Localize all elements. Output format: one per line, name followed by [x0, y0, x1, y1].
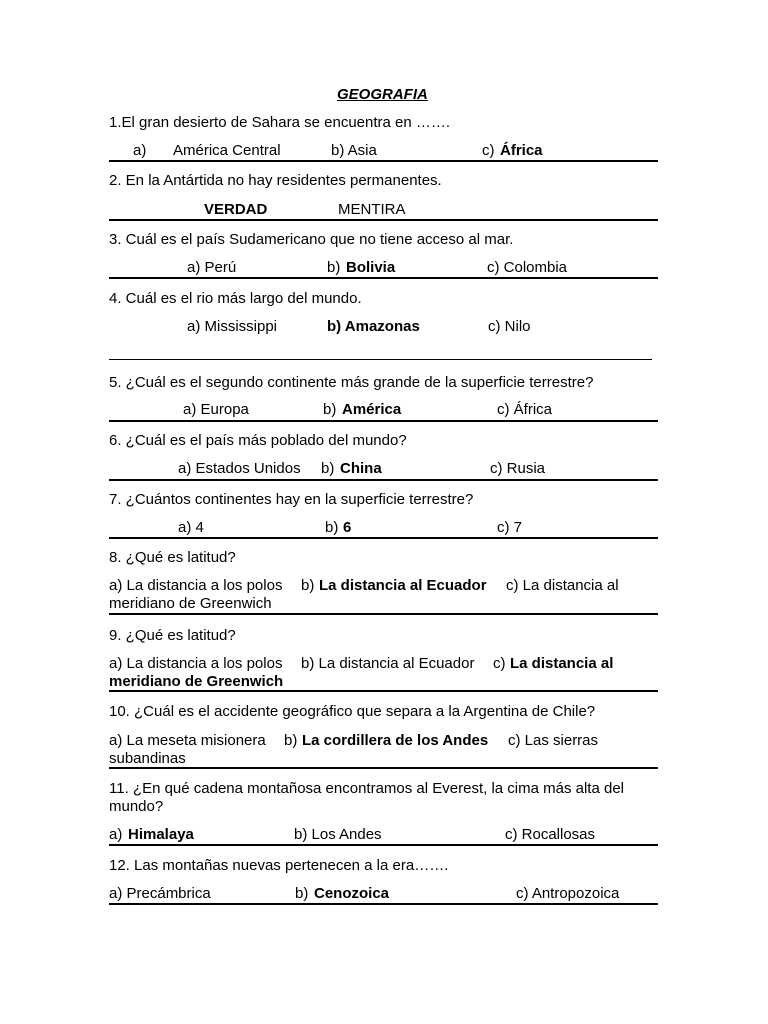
- question-2-text: 2. En la Antártida no hay residentes permanentes.: [109, 172, 442, 189]
- q3-option-b-prefix: b): [327, 259, 341, 276]
- q5-option-b-answer: América: [342, 401, 402, 418]
- q11-option-b: b) Los Andes: [294, 826, 382, 843]
- q1-option-a-prefix: a): [133, 142, 147, 159]
- answer-line-7: [109, 537, 658, 539]
- q8-option-b-prefix: b): [301, 577, 315, 594]
- answer-line-9: [109, 690, 658, 692]
- q8-option-c-line2: meridiano de Greenwich: [109, 595, 272, 612]
- q5-option-a: a) Europa: [183, 401, 249, 418]
- q7-option-b-prefix: b): [325, 519, 339, 536]
- q10-option-c-line1: c) Las sierras: [508, 732, 599, 749]
- q1-option-c-answer: África: [500, 142, 543, 159]
- answer-line-12: [109, 903, 658, 905]
- question-6-text: 6. ¿Cuál es el país más poblado del mundo?: [109, 432, 407, 449]
- q6-option-b-answer: China: [340, 460, 382, 477]
- question-11-text-line1: 11. ¿En qué cadena montañosa encontramos al Everest, la cima más alta del: [109, 780, 625, 797]
- question-12-text: 12. Las montañas nuevas pertenecen a la era…….: [109, 857, 449, 874]
- q4-option-b-answer: b) Amazonas: [327, 318, 420, 335]
- q11-option-a-answer: Himalaya: [128, 826, 194, 843]
- q3-option-a: a) Perú: [187, 259, 237, 276]
- answer-line-6: [109, 479, 658, 481]
- q5-option-b-prefix: b): [323, 401, 337, 418]
- q11-option-a-prefix: a): [109, 826, 123, 843]
- question-1-text: 1.El gran desierto de Sahara se encuentra en …….: [109, 114, 451, 131]
- q1-option-a: América Central: [173, 142, 281, 159]
- q8-option-b-answer: La distancia al Ecuador: [319, 577, 487, 594]
- q5-option-c: c) África: [497, 401, 553, 418]
- q4-option-a: a) Mississippi: [187, 318, 278, 335]
- q9-option-a: a) La distancia a los polos: [109, 655, 283, 672]
- answer-line-4: [109, 359, 652, 360]
- q7-option-c: c) 7: [497, 519, 523, 536]
- q7-option-a: a) 4: [178, 519, 204, 536]
- q9-option-b: b) La distancia al Ecuador: [301, 655, 475, 672]
- q3-option-b-answer: Bolivia: [346, 259, 396, 276]
- question-3-text: 3. Cuál es el país Sudamericano que no tiene acceso al mar.: [109, 231, 514, 248]
- question-11-text-line2: mundo?: [109, 798, 164, 815]
- q10-option-b-answer: La cordillera de los Andes: [302, 732, 489, 749]
- answer-line-10: [109, 767, 658, 769]
- q6-option-c: c) Rusia: [490, 460, 546, 477]
- q8-option-c-line1: c) La distancia al: [506, 577, 619, 594]
- q2-option-true-answer: VERDAD: [204, 201, 268, 218]
- page-title: GEOGRAFIA: [337, 86, 428, 103]
- q7-option-b-answer: 6: [343, 519, 352, 536]
- q8-option-a: a) La distancia a los polos: [109, 577, 283, 594]
- q12-option-c: c) Antropozoica: [516, 885, 620, 902]
- q9-option-c-answer-line1: La distancia al: [510, 655, 614, 672]
- answer-line-11: [109, 844, 658, 846]
- question-9-text: 9. ¿Qué es latitud?: [109, 627, 236, 644]
- answer-line-5: [109, 420, 658, 422]
- q4-option-c: c) Nilo: [488, 318, 531, 335]
- q2-option-false: MENTIRA: [338, 201, 406, 218]
- q3-option-c: c) Colombia: [487, 259, 568, 276]
- q1-option-b: b) Asia: [331, 142, 377, 159]
- q6-option-a: a) Estados Unidos: [178, 460, 301, 477]
- question-4-text: 4. Cuál es el rio más largo del mundo.: [109, 290, 362, 307]
- answer-line-2: [109, 219, 658, 221]
- answer-line-3: [109, 277, 658, 279]
- q9-option-c-answer-line2: meridiano de Greenwich: [109, 673, 284, 690]
- q12-option-b-answer: Cenozoica: [314, 885, 390, 902]
- q10-option-c-line2: subandinas: [109, 750, 186, 767]
- q10-option-a: a) La meseta misionera: [109, 732, 266, 749]
- q9-option-c-prefix: c): [493, 655, 506, 672]
- q10-option-b-prefix: b): [284, 732, 298, 749]
- question-7-text: 7. ¿Cuántos continentes hay en la superficie terrestre?: [109, 491, 474, 508]
- q12-option-a: a) Precámbrica: [109, 885, 211, 902]
- answer-line-1: [109, 160, 658, 162]
- answer-line-8: [109, 613, 658, 615]
- q11-option-c: c) Rocallosas: [505, 826, 596, 843]
- q12-option-b-prefix: b): [295, 885, 309, 902]
- q1-option-c-prefix: c): [482, 142, 495, 159]
- question-10-text: 10. ¿Cuál es el accidente geográfico que separa a la Argentina de Chile?: [109, 703, 596, 720]
- q6-option-b-prefix: b): [321, 460, 335, 477]
- question-8-text: 8. ¿Qué es latitud?: [109, 549, 236, 566]
- question-5-text: 5. ¿Cuál es el segundo continente más grande de la superficie terrestre?: [109, 374, 594, 391]
